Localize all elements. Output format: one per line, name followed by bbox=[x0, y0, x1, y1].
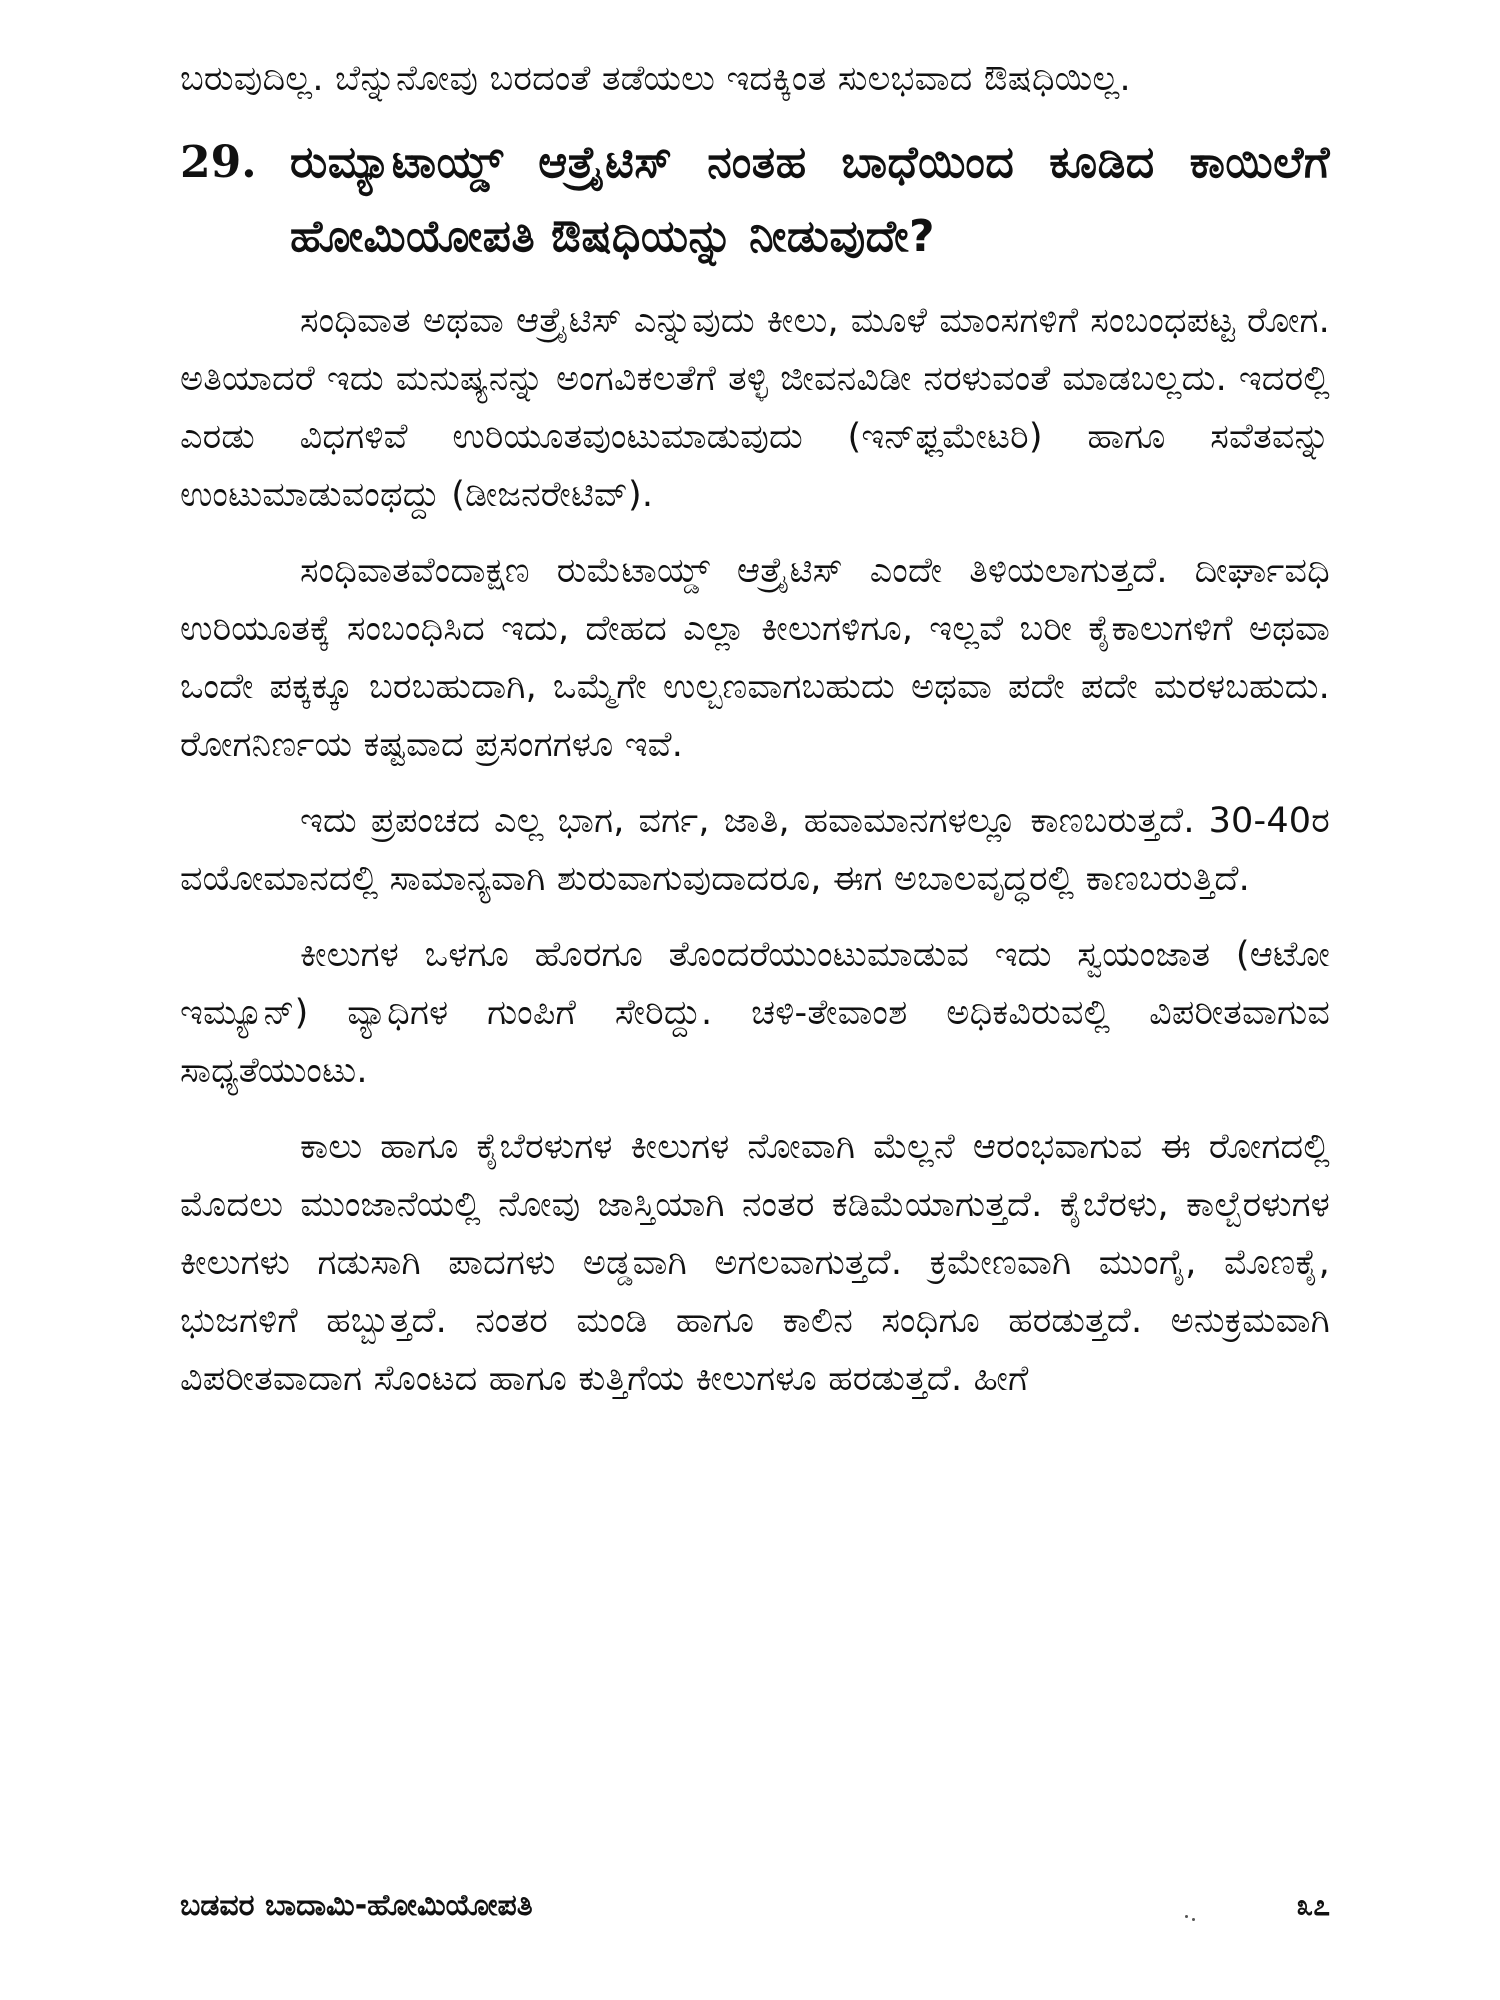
print-speck bbox=[1192, 1918, 1195, 1921]
print-speck bbox=[1185, 1915, 1188, 1918]
paragraph-2: ಸಂಧಿವಾತವೆಂದಾಕ್ಷಣ ರುಮೆಟಾಯ್ಡ್ ಆತ್ರೈಟಿಸ್ ಎಂದೇ ತಿಳಿಯಲಾಗುತ್ತದೆ. ದೀರ್ಘಾವಧಿ ಉರಿಯೂತಕ್ಕೆ ಸಂಬಂಧಿಸಿದ ಇದು, ದೇಹದ ಎಲ್ಲಾ ಕೀಲುಗಳಿಗೂ, ಇಲ್ಲವೆ ಬರೀ ಕೈಕಾಲುಗಳಿಗೆ ಅಥವಾ ಒಂದೇ ಪಕ್ಕಕ್ಕೂ ಬರಬಹುದಾಗಿ, ಒಮ್ಮೆಗೇ ಉಲ್ಬಣವಾಗಬಹುದು ಅಥವಾ ಪದೇ ಪದೇ ಮರಳಬಹುದು. ರೋಗನಿರ್ಣಯ ಕಷ್ಟವಾದ ಪ್ರಸಂಗಗಳೂ ಇವೆ. bbox=[180, 551, 1330, 765]
paragraph-4: ಕೀಲುಗಳ ಒಳಗೂ ಹೊರಗೂ ತೊಂದರೆಯುಂಟುಮಾಡುವ ಇದು ಸ್ವಯಂಜಾತ (ಆಟೋ ಇಮ್ಯೂನ್) ವ್ಯಾಧಿಗಳ ಗುಂಪಿಗೆ ಸೇರಿದ್ದು. ಚಳಿ-ತೇವಾಂಶ ಅಧಿಕವಿರುವಲ್ಲಿ ವಿಪರೀತವಾಗುವ ಸಾಧ್ಯತೆಯುಂಟು. bbox=[180, 935, 1330, 1091]
paragraph-5: ಕಾಲು ಹಾಗೂ ಕೈಬೆರಳುಗಳ ಕೀಲುಗಳ ನೋವಾಗಿ ಮೆಲ್ಲನೆ ಆರಂಭವಾಗುವ ಈ ರೋಗದಲ್ಲಿ ಮೊದಲು ಮುಂಜಾನೆಯಲ್ಲಿ ನೋವು ಜಾಸ್ತಿಯಾಗಿ ನಂತರ ಕಡಿಮೆಯಾಗುತ್ತದೆ. ಕೈಬೆರಳು, ಕಾಲ್ಬೆರಳುಗಳ ಕೀಲುಗಳು ಗಡುಸಾಗಿ ಪಾದಗಳು ಅಡ್ಡವಾಗಿ ಅಗಲವಾಗುತ್ತದೆ. ಕ್ರಮೇಣವಾಗಿ ಮುಂಗೈ, ಮೊಣಕೈ, ಭುಜಗಳಿಗೆ ಹಬ್ಬುತ್ತದೆ. ನಂತರ ಮಂಡಿ ಹಾಗೂ ಕಾಲಿನ ಸಂಧಿಗೂ ಹರಡುತ್ತದೆ. ಅನುಕ್ರಮವಾಗಿ ವಿಪರೀತವಾದಾಗ ಸೊಂಟದ ಹಾಗೂ ಕುತ್ತಿಗೆಯ ಕೀಲುಗಳೂ ಹರಡುತ್ತದೆ. ಹೀಗೆ bbox=[180, 1127, 1330, 1399]
question-text: ರುಮ್ಯಾಟಾಯ್ಡ್ ಆತ್ರೈಟಿಸ್ ನಂತಹ ಬಾಧೆಯಿಂದ ಕೂಡಿದ ಕಾಯಿಲೆಗೆ ಹೋಮಿಯೋಪತಿ ಔಷಧಿಯನ್ನು ನೀಡುವುದೇ? bbox=[290, 137, 1330, 262]
paragraph-3: ಇದು ಪ್ರಪಂಚದ ಎಲ್ಲ ಭಾಗ, ವರ್ಗ, ಜಾತಿ, ಹವಾಮಾನಗಳಲ್ಲೂ ಕಾಣಬರುತ್ತದೆ. 30-40ರ ವಯೋಮಾನದಲ್ಲಿ ಸಾಮಾನ್ಯವಾಗಿ ಶುರುವಾಗುವುದಾದರೂ, ಈಗ ಅಬಾಲವೃದ್ಧರಲ್ಲಿ ಕಾಣಬರುತ್ತಿದೆ. bbox=[180, 801, 1330, 899]
page-content bbox=[180, 50, 1330, 1426]
page-number: ೩೭ bbox=[1296, 1888, 1330, 1923]
paragraph-1: ಸಂಧಿವಾತ ಅಥವಾ ಆತ್ರೈಟಿಸ್ ಎನ್ನುವುದು ಕೀಲು, ಮೂಳೆ ಮಾಂಸಗಳಿಗೆ ಸಂಬಂಧಪಟ್ಟ ರೋಗ. ಅತಿಯಾದರೆ ಇದು ಮನುಷ್ಯನನ್ನು ಅಂಗವಿಕಲತೆಗೆ ತಳ್ಳಿ ಜೀವನವಿಡೀ ನರಳುವಂತೆ ಮಾಡಬಲ್ಲದು. ಇದರಲ್ಲಿ ಎರಡು ವಿಧಗಳಿವೆ ಉರಿಯೂತವುಂಟುಮಾಡುವುದು (ಇನ್‌ಫ್ಲಮೇಟರಿ) ಹಾಗೂ ಸವೆತವನ್ನು ಉಂಟುಮಾಡುವಂಥದ್ದು (ಡೀಜನರೇಟಿವ್). bbox=[180, 301, 1330, 515]
question-heading bbox=[180, 126, 1330, 274]
page-footer bbox=[180, 1888, 1330, 1923]
book-title: ಬಡವರ ಬಾದಾಮಿ-ಹೋಮಿಯೋಪತಿ bbox=[180, 1888, 533, 1923]
question-number: 29. bbox=[180, 137, 257, 188]
continued-paragraph: ಬರುವುದಿಲ್ಲ. ಬೆನ್ನುನೋವು ಬರದಂತೆ ತಡೆಯಲು ಇದಕ್ಕಿಂತ ಸುಲಭವಾದ ಔಷಧಿಯಿಲ್ಲ. bbox=[180, 59, 1131, 99]
